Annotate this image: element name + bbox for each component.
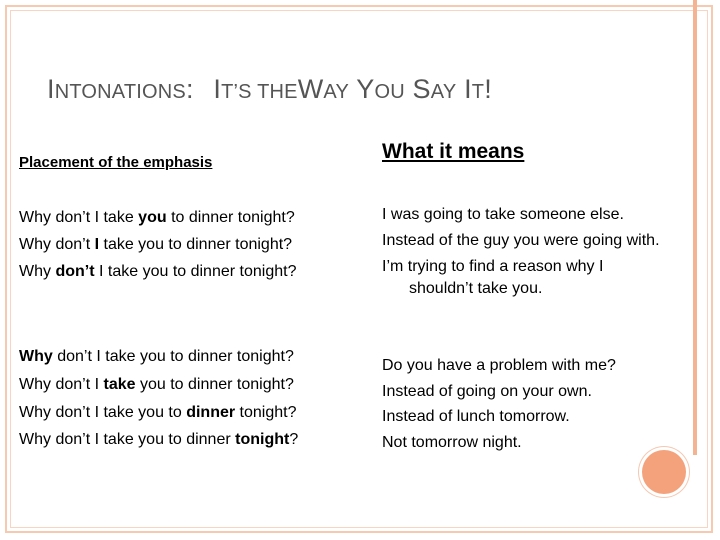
- decorative-circle: [642, 450, 686, 494]
- phrase-row: Why don’t I take you to dinner tonight?: [19, 348, 294, 365]
- emphasis-column-header: Placement of the emphasis: [19, 154, 213, 171]
- phrase-row: Why don’t I take you to dinner tonight?: [19, 431, 299, 448]
- phrase-row: Why don’t I take you to dinner tonight?: [19, 263, 297, 280]
- meaning-line: Do you have a problem with me?: [382, 357, 616, 374]
- phrase-row: Why don’t I take you to dinner tonight?: [19, 404, 297, 421]
- meaning-line: I’m trying to find a reason why I: [382, 258, 604, 275]
- meaning-line: Instead of going on your own.: [382, 383, 592, 400]
- meaning-line: Not tomorrow night.: [382, 434, 522, 451]
- meaning-line: Instead of the guy you were going with.: [382, 232, 660, 249]
- slide-title: INTONATIONS: IT’S THEWAY YOU SAY IT!: [47, 74, 492, 104]
- meaning-line: shouldn’t take you.: [409, 280, 543, 297]
- meaning-line: Instead of lunch tomorrow.: [382, 408, 570, 425]
- phrase-row: Why don’t I take you to dinner tonight?: [19, 236, 293, 253]
- meaning-column-header: What it means: [382, 140, 525, 163]
- decorative-vertical-line: [693, 0, 697, 455]
- phrase-row: Why don’t I take you to dinner tonight?: [19, 376, 294, 393]
- phrase-row: Why don’t I take you to dinner tonight?: [19, 209, 295, 226]
- meaning-line: I was going to take someone else.: [382, 206, 624, 223]
